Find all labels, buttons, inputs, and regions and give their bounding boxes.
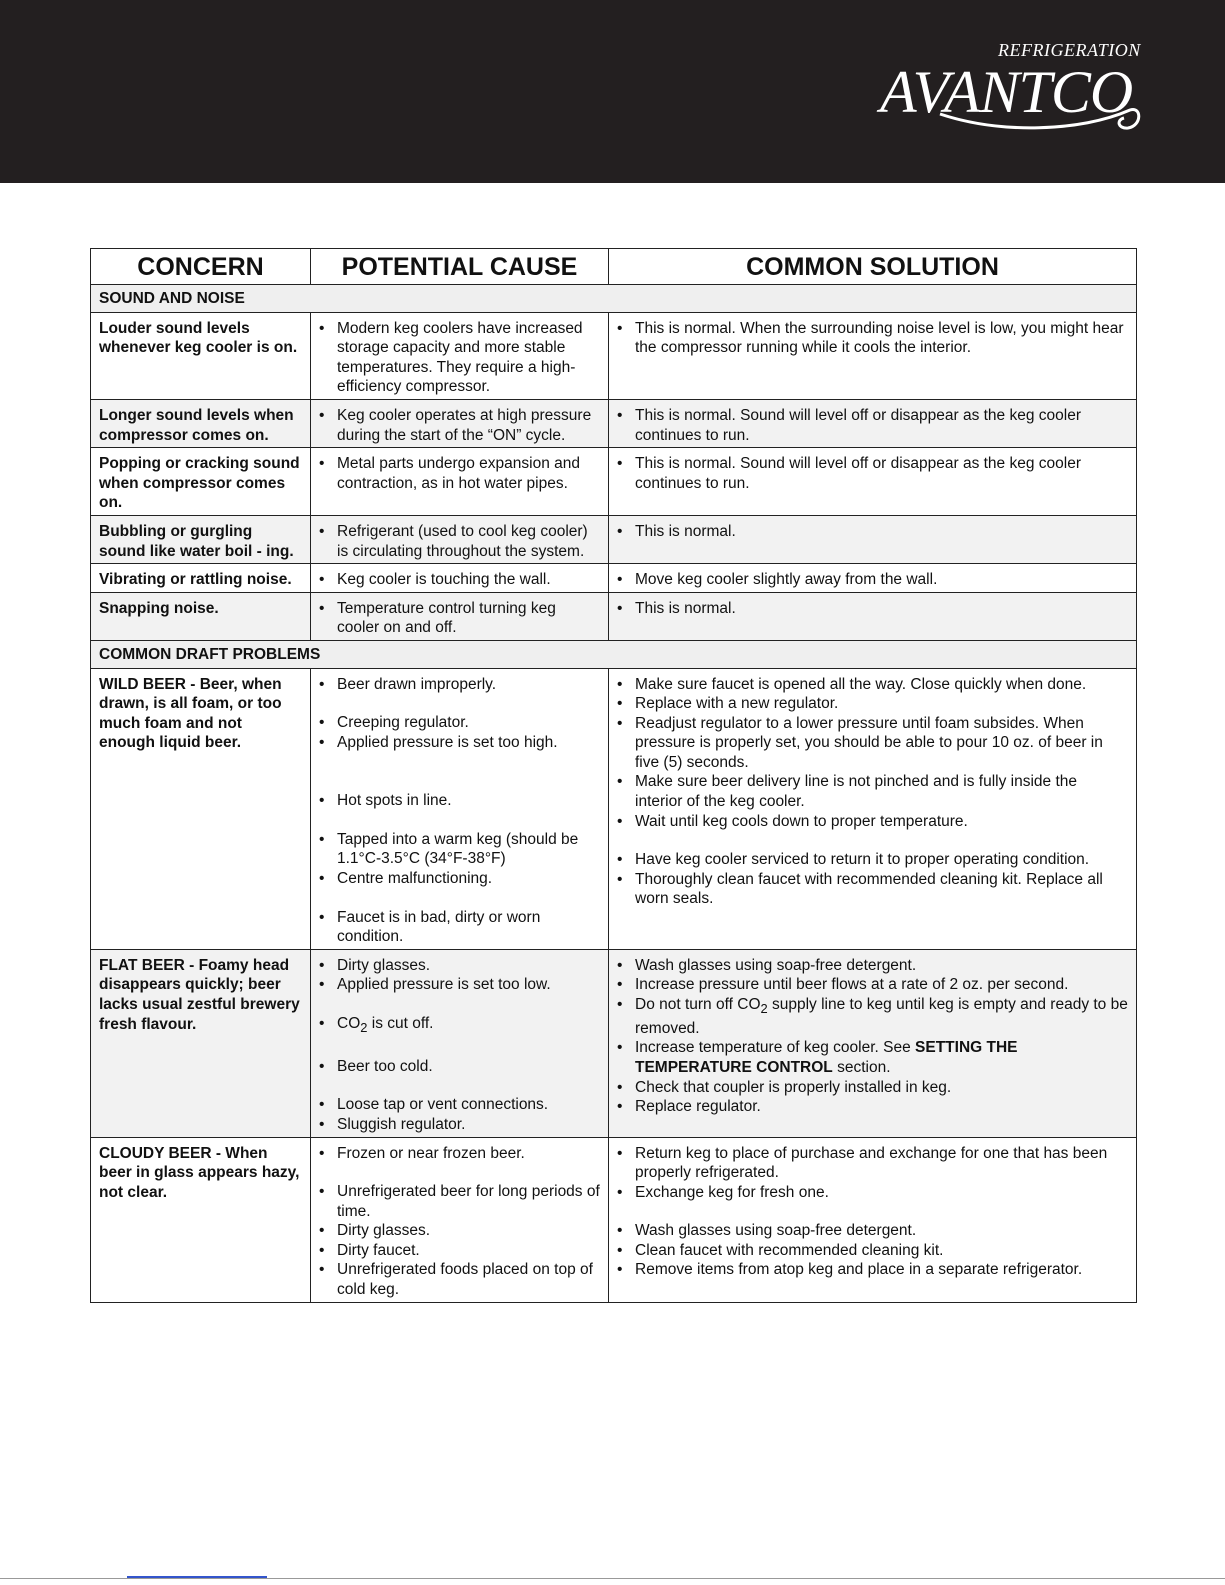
section-title: SOUND AND NOISE: [91, 285, 1137, 313]
cause-cell: [311, 592, 609, 640]
solution-cell: [609, 448, 1137, 516]
cause-item: • Unrefrigerated foods placed on top of cold keg.: [319, 1260, 600, 1299]
concern-cell: Louder sound levels whenever keg cooler is on.: [91, 312, 311, 399]
concern-cell: Bubbling or gurgling sound like water boil - ing.: [91, 515, 311, 563]
section-row: [91, 640, 1137, 668]
cause-text: is cut off.: [371, 1015, 434, 1033]
solution-item: • Return keg to place of purchase and exchange for one that has been properly refrigerated.: [617, 1144, 1128, 1183]
section-row: [91, 285, 1137, 313]
solution-text: supply line to keg until keg is empty and ready to be removed.: [635, 996, 1128, 1037]
cause-item: • Metal parts undergo expansion and contraction, as in hot water pipes.: [319, 454, 600, 493]
solution-cell: [609, 592, 1137, 640]
table-row: [91, 564, 1137, 593]
solution-item: • Wash glasses using soap-free detergent.: [617, 956, 1128, 976]
table-row: [91, 592, 1137, 640]
solution-cell: [609, 564, 1137, 593]
solution-item: • This is normal. Sound will level off or disappear as the keg cooler continues to run.: [617, 454, 1128, 493]
cause-item: • Sluggish regulator.: [319, 1115, 600, 1135]
solution-item: • Readjust regulator to a lower pressure until foam subsides. When pressure is properly set, you should be able to pour 10 oz. of beer in five (5) seconds.: [617, 714, 1128, 773]
brand-name: AVANTCO: [880, 59, 1133, 125]
co2-subscript: 2: [760, 1001, 768, 1017]
brand-sub: REFRIGERATION: [998, 40, 1141, 60]
cause-item: • Unrefrigerated beer for long periods of time.: [319, 1182, 600, 1221]
solution-item: • Move keg cooler slightly away from the wall.: [617, 570, 1128, 590]
concern-cell: WILD BEER - Beer, when drawn, is all foam, or too much foam and not enough liquid beer.: [91, 668, 311, 949]
cause-item: • Modern keg coolers have increased storage capacity and more stable temperatures. They require a high-efficiency compressor.: [319, 319, 600, 397]
concern-cell: Longer sound levels when compressor comes on.: [91, 399, 311, 447]
solution-cell: [609, 668, 1137, 949]
cause-cell: [311, 312, 609, 399]
avantco-logo: [880, 36, 1150, 146]
cause-item: • Centre malfunctioning.: [319, 869, 600, 889]
cause-cell: [311, 399, 609, 447]
solution-item: • Remove items from atop keg and place in a separate refrigerator.: [617, 1260, 1128, 1280]
solution-item: • Clean faucet with recommended cleaning kit.: [617, 1241, 1128, 1261]
cause-cell: [311, 564, 609, 593]
cause-cell: [311, 1137, 609, 1302]
solution-item: • Have keg cooler serviced to return it to proper operating condition.: [617, 850, 1128, 870]
co2-text: Do not turn off CO: [635, 996, 761, 1014]
solution-item: • Wash glasses using soap-free detergent.: [617, 1221, 1128, 1241]
cause-item: • Tapped into a warm keg (should be 1.1°C-3.5°C (34°F-38°F): [319, 830, 600, 869]
solution-cell: [609, 949, 1137, 1137]
solution-item: • This is normal.: [617, 522, 1128, 542]
cause-cell: [311, 515, 609, 563]
solution-item: • Replace with a new regulator.: [617, 694, 1128, 714]
table-row: [91, 1137, 1137, 1302]
header-band: [0, 0, 1225, 183]
cause-item: • Frozen or near frozen beer.: [319, 1144, 600, 1164]
cause-cell: [311, 668, 609, 949]
footer-link-underline: [127, 1576, 267, 1578]
cause-item: • Dirty glasses.: [319, 1221, 600, 1241]
section-reference: SETTING THE TEMPERATURE CONTROL: [635, 1039, 1018, 1076]
cause-item: • Beer drawn improperly.: [319, 675, 600, 695]
cause-cell: [311, 448, 609, 516]
solution-item: • Wait until keg cools down to proper temperature.: [617, 812, 1128, 832]
solution-item: • Replace regulator.: [617, 1097, 1128, 1117]
solution-item: • Make sure faucet is opened all the way. Close quickly when done.: [617, 675, 1128, 695]
table-row: [91, 515, 1137, 563]
cause-item: • Applied pressure is set too high.: [319, 733, 600, 753]
solution-item: • Thoroughly clean faucet with recommended cleaning kit. Replace all worn seals.: [617, 870, 1128, 909]
solution-item: • This is normal. When the surrounding noise level is low, you might hear the compressor running while it cools the interior.: [617, 319, 1128, 358]
concern-cell: Vibrating or rattling noise.: [91, 564, 311, 593]
table-header-row: [91, 249, 1137, 285]
solution-text: section.: [837, 1058, 891, 1076]
cause-item: • Faucet is in bad, dirty or worn condition.: [319, 908, 600, 947]
concern-cell: CLOUDY BEER - When beer in glass appears hazy, not clear.: [91, 1137, 311, 1302]
header-solution: COMMON SOLUTION: [609, 249, 1137, 285]
table-row: [91, 949, 1137, 1137]
header-cause: POTENTIAL CAUSE: [311, 249, 609, 285]
solution-text: Increase temperature of keg cooler. See: [635, 1039, 911, 1057]
solution-item: • This is normal.: [617, 599, 1128, 619]
cause-cell: [311, 949, 609, 1137]
cause-item: • Hot spots in line.: [319, 791, 600, 811]
page-bottom-rule: [0, 1578, 1225, 1579]
section-title: COMMON DRAFT PROBLEMS: [91, 640, 1137, 668]
cause-item: • Keg cooler is touching the wall.: [319, 570, 600, 590]
solution-cell: [609, 312, 1137, 399]
table-row: [91, 312, 1137, 399]
solution-item: [617, 1038, 1128, 1077]
cause-item: • Temperature control turning keg cooler on and off.: [319, 599, 600, 638]
cause-item: • Keg cooler operates at high pressure during the start of the “ON” cycle.: [319, 406, 600, 445]
cause-item: • Dirty glasses.: [319, 956, 600, 976]
table-row: [91, 399, 1137, 447]
solution-cell: [609, 399, 1137, 447]
cause-item: • Loose tap or vent connections.: [319, 1095, 600, 1115]
co2-text: CO: [337, 1015, 361, 1033]
header-concern: CONCERN: [91, 249, 311, 285]
solution-item: • Increase pressure until beer flows at a rate of 2 oz. per second.: [617, 975, 1128, 995]
cause-item: • Refrigerant (used to cool keg cooler) is circulating throughout the system.: [319, 522, 600, 561]
co2-subscript: 2: [360, 1020, 368, 1036]
solution-item: • Make sure beer delivery line is not pinched and is fully inside the interior of the keg cooler.: [617, 772, 1128, 811]
cause-item: • Beer too cold.: [319, 1057, 600, 1077]
troubleshooting-table: [90, 248, 1137, 1303]
solution-cell: [609, 1137, 1137, 1302]
cause-item: • Applied pressure is set too low.: [319, 975, 600, 995]
cause-item: • Creeping regulator.: [319, 713, 600, 733]
solution-item: [617, 995, 1128, 1038]
concern-cell: FLAT BEER - Foamy head disappears quickly; beer lacks usual zestful brewery fresh flavour.: [91, 949, 311, 1137]
solution-item: • This is normal. Sound will level off or disappear as the keg cooler continues to run.: [617, 406, 1128, 445]
cause-item: • Dirty faucet.: [319, 1241, 600, 1261]
cause-item: [319, 1014, 600, 1038]
solution-cell: [609, 515, 1137, 563]
table-row: [91, 448, 1137, 516]
table-row: [91, 668, 1137, 949]
solution-item: • Exchange keg for fresh one.: [617, 1183, 1128, 1203]
solution-item: • Check that coupler is properly installed in keg.: [617, 1078, 1128, 1098]
concern-cell: Popping or cracking sound when compressor comes on.: [91, 448, 311, 516]
concern-cell: Snapping noise.: [91, 592, 311, 640]
